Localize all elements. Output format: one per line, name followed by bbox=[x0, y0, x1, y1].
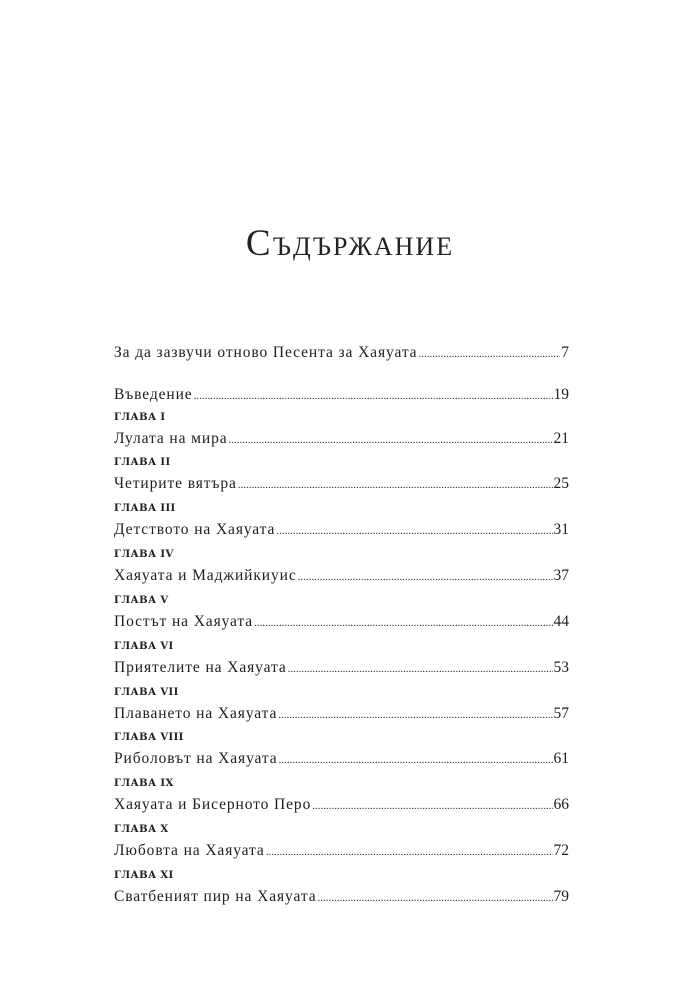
dot-leader bbox=[279, 754, 553, 766]
toc-page-number: 7 bbox=[561, 344, 569, 361]
toc-line[interactable] bbox=[114, 567, 569, 585]
toc-line[interactable] bbox=[114, 750, 569, 768]
toc-page-number: 66 bbox=[553, 796, 569, 813]
toc-entry-title: Любовта на Хаяуата bbox=[114, 842, 265, 859]
dot-leader bbox=[312, 800, 552, 812]
chapter-label: ГЛАВА II bbox=[114, 457, 171, 468]
toc-line[interactable] bbox=[114, 430, 569, 448]
dot-leader bbox=[288, 663, 553, 675]
toc-entry-title: Риболовът на Хаяуата bbox=[114, 750, 278, 767]
toc-page-number: 21 bbox=[553, 430, 569, 447]
toc-entry-title: Плаването на Хаяуата bbox=[114, 705, 278, 722]
toc-entry-title: Сватбеният пир на Хаяуата bbox=[114, 888, 317, 905]
toc-page-number: 61 bbox=[553, 750, 569, 767]
chapter-label: ГЛАВА VII bbox=[114, 687, 179, 698]
dot-leader bbox=[276, 525, 552, 537]
toc-line[interactable] bbox=[114, 521, 569, 539]
dot-leader bbox=[194, 390, 553, 402]
chapter-label: ГЛАВА X bbox=[114, 824, 169, 835]
dot-leader bbox=[418, 348, 560, 360]
toc-entry-title: Четирите вятъра bbox=[114, 475, 237, 492]
toc-line[interactable] bbox=[114, 344, 569, 362]
chapter-label: ГЛАВА VIII bbox=[114, 732, 184, 743]
chapter-label: ГЛАВА IX bbox=[114, 778, 174, 789]
dot-leader bbox=[298, 571, 553, 583]
dot-leader bbox=[238, 479, 553, 491]
toc-entry-title: За да зазвучи отново Песента за Хаяуата bbox=[114, 344, 418, 361]
dot-leader bbox=[254, 617, 552, 629]
toc-page-number: 57 bbox=[553, 705, 569, 722]
toc-page-number: 37 bbox=[553, 567, 569, 584]
toc-line[interactable] bbox=[114, 842, 569, 860]
toc-page-number: 25 bbox=[553, 475, 569, 492]
chapter-label: ГЛАВА V bbox=[114, 595, 169, 606]
toc-entry-title: Хаяуата и Бисерното Перо bbox=[114, 796, 312, 813]
dot-leader bbox=[229, 434, 553, 446]
toc-page-number: 53 bbox=[553, 659, 569, 676]
toc-line[interactable] bbox=[114, 613, 569, 631]
toc-entry-title: Постът на Хаяуата bbox=[114, 613, 254, 630]
toc-line[interactable] bbox=[114, 705, 569, 723]
dot-leader bbox=[278, 709, 552, 721]
toc-entry-title: Въведение bbox=[114, 386, 193, 403]
toc-line[interactable] bbox=[114, 659, 569, 677]
chapter-label: ГЛАВА III bbox=[114, 503, 176, 514]
toc-page-number: 44 bbox=[553, 613, 569, 630]
toc-entry-title: Хаяуата и Маджийкиуис bbox=[114, 567, 297, 584]
chapter-label: ГЛАВА I bbox=[114, 412, 166, 423]
toc-entry-title: Приятелите на Хаяуата bbox=[114, 659, 287, 676]
toc-line[interactable] bbox=[114, 475, 569, 493]
dot-leader bbox=[266, 846, 553, 858]
toc-page-number: 19 bbox=[553, 386, 569, 403]
toc-line[interactable] bbox=[114, 386, 569, 404]
toc-entry-title: Детството на Хаяуата bbox=[114, 521, 276, 538]
chapter-label: ГЛАВА XI bbox=[114, 870, 174, 881]
chapter-label: ГЛАВА IV bbox=[114, 549, 174, 560]
toc-page-number: 31 bbox=[553, 521, 569, 538]
toc-line[interactable] bbox=[114, 888, 569, 906]
toc-page-number: 79 bbox=[553, 888, 569, 905]
page-title: Съдържание bbox=[245, 223, 455, 264]
toc-line[interactable] bbox=[114, 796, 569, 814]
chapter-label: ГЛАВА VI bbox=[114, 641, 174, 652]
dot-leader bbox=[317, 892, 552, 904]
toc-page-number: 72 bbox=[553, 842, 569, 859]
toc-entry-title: Лулата на мира bbox=[114, 430, 228, 447]
